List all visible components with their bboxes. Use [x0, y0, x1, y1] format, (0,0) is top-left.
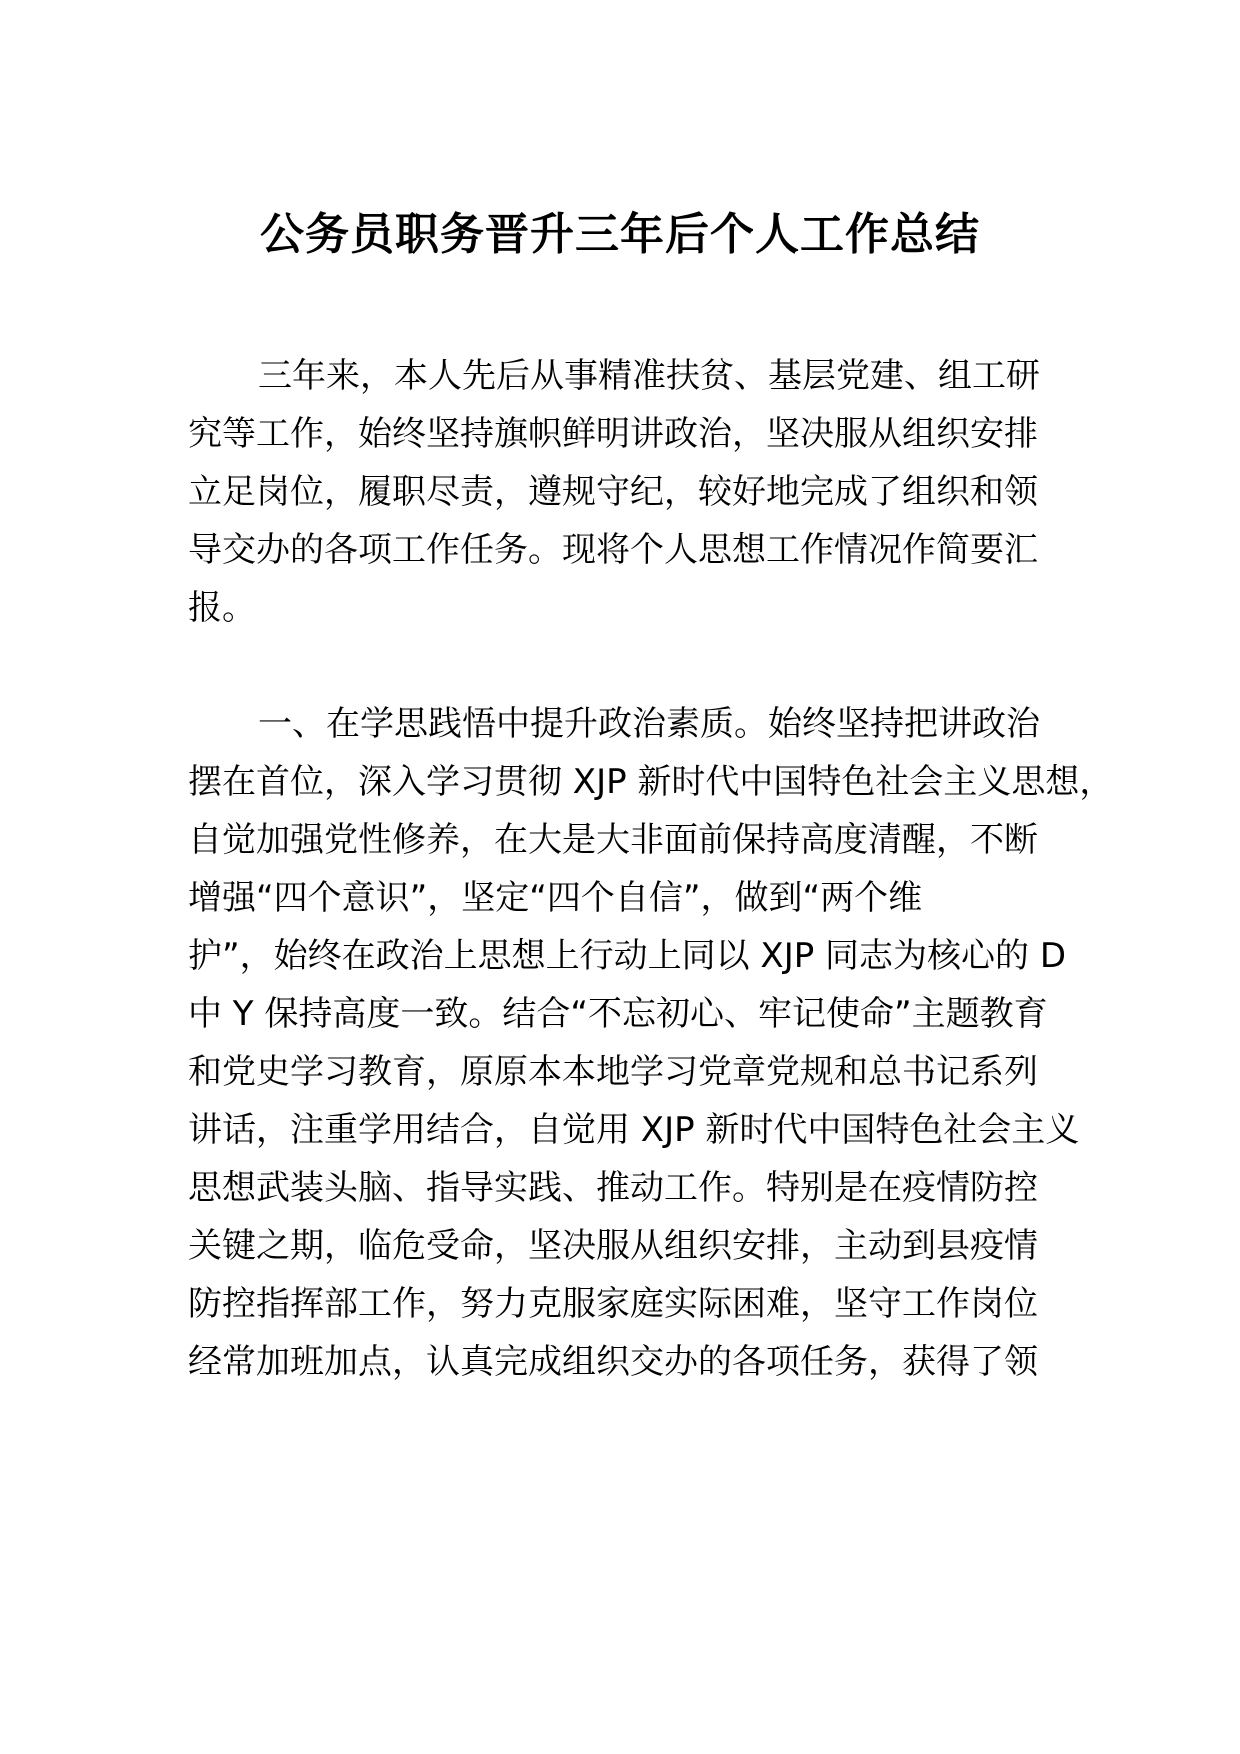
document-title: 公务员职务晋升三年后个人工作总结 [260, 209, 980, 260]
paragraph-1-line-5: 报。 [188, 588, 256, 628]
paragraph-2-line-1: 一、在学思践悟中提升政治素质。始终坚持把讲政治 [258, 704, 1040, 744]
paragraph-2-line-12: 经常加班加点，认真完成组织交办的各项任务，获得了领 [188, 1342, 1038, 1382]
paragraph-2-line-2: 摆在首位，深入学习贯彻 XJP 新时代中国特色社会主义思想， [188, 762, 1114, 802]
paragraph-2-line-3: 自觉加强党性修养，在大是大非面前保持高度清醒，不断 [188, 820, 1038, 860]
paragraph-2-line-9: 思想武装头脑、指导实践、推动工作。特别是在疫情防控 [188, 1168, 1038, 1208]
paragraph-1-line-1: 三年来，本人先后从事精准扶贫、基层党建、组工研 [258, 356, 1040, 396]
paragraph-2-line-11: 防控指挥部工作，努力克服家庭实际困难，坚守工作岗位 [188, 1284, 1038, 1324]
paragraph-1-line-2: 究等工作，始终坚持旗帜鲜明讲政治，坚决服从组织安排 [188, 414, 1038, 454]
paragraph-2-line-6: 中 Y 保持高度一致。结合“不忘初心、牢记使命”主题教育 [188, 994, 1048, 1034]
paragraph-2-line-5: 护”，始终在政治上思想上行动上同以 XJP 同志为核心的 D [188, 936, 1067, 976]
paragraph-2-line-8: 讲话，注重学用结合，自觉用 XJP 新时代中国特色社会主义 [188, 1110, 1080, 1150]
paragraph-1-line-3: 立足岗位，履职尽责，遵规守纪，较好地完成了组织和领 [188, 472, 1038, 512]
paragraph-2-line-7: 和党史学习教育，原原本本地学习党章党规和总书记系列 [188, 1052, 1038, 1092]
paragraph-2-line-4: 增强“四个意识”，坚定“四个自信”，做到“两个维 [188, 878, 923, 918]
paragraph-2-line-10: 关键之期，临危受命，坚决服从组织安排，主动到县疫情 [188, 1226, 1038, 1266]
paragraph-1-line-4: 导交办的各项工作任务。现将个人思想工作情况作简要汇 [188, 530, 1038, 570]
